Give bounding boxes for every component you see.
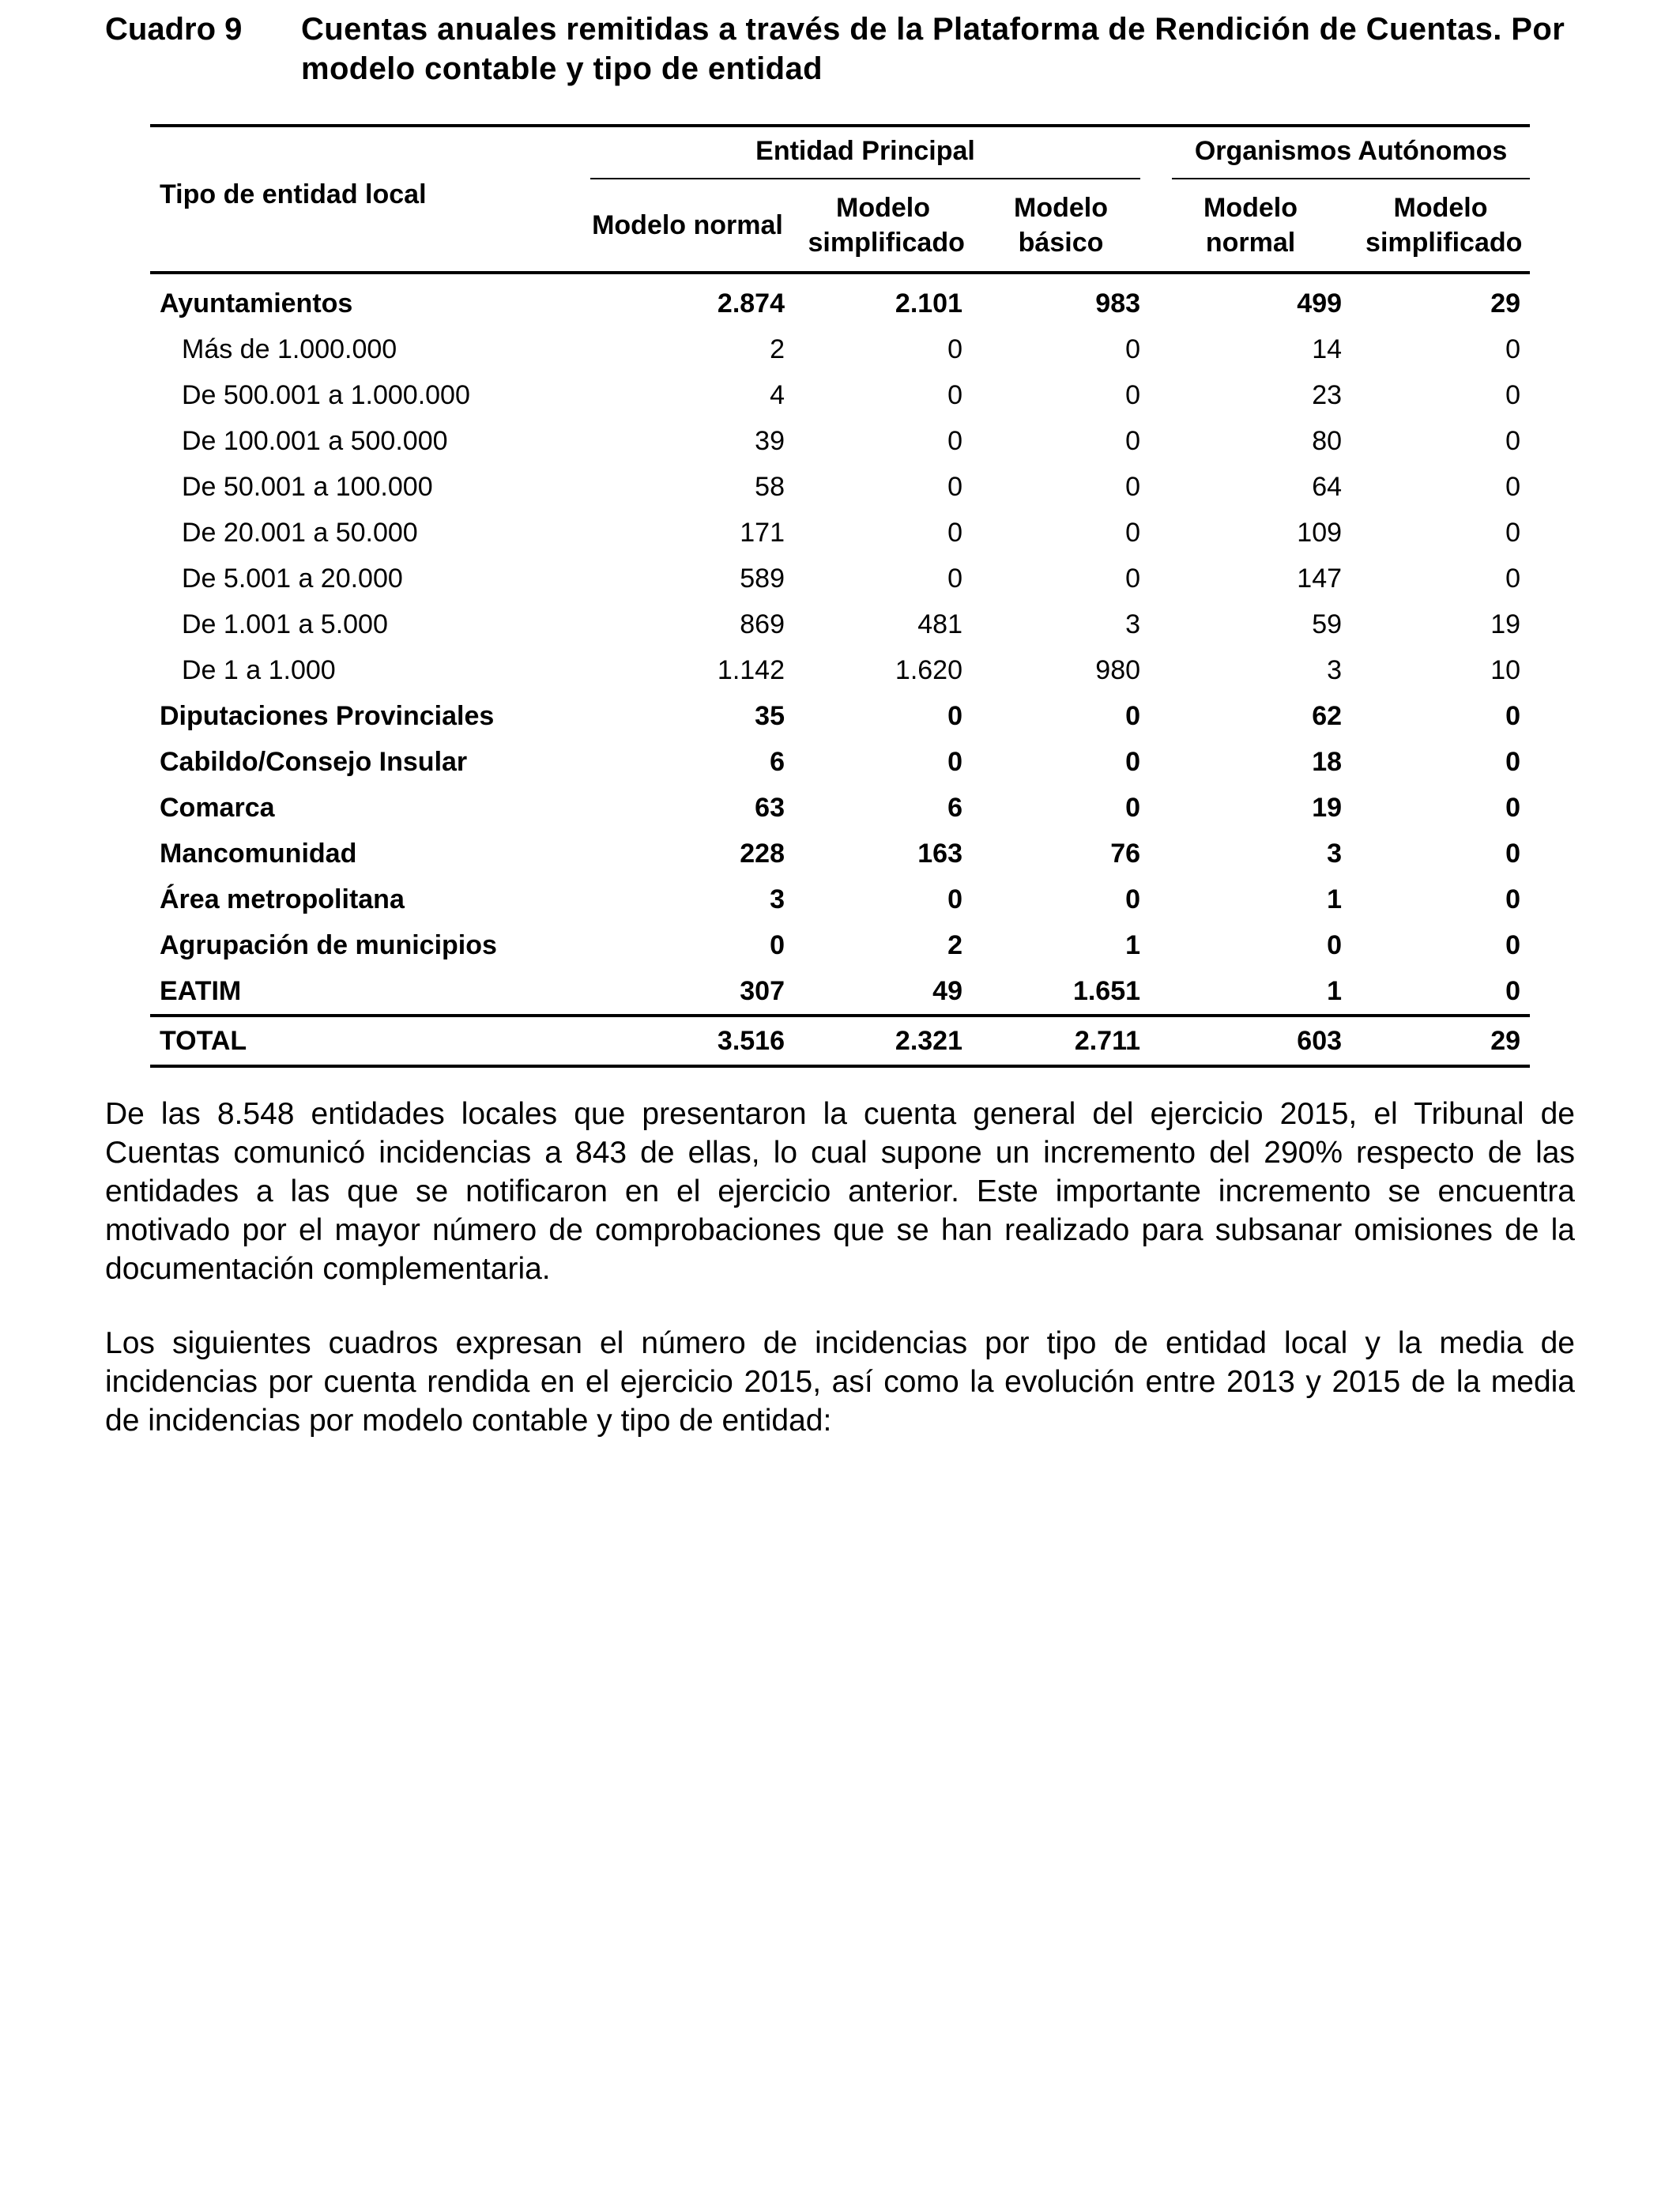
column-header-label: Modelo normal (1203, 193, 1298, 258)
table-cell: 0 (1125, 518, 1141, 548)
row-label: De 1.001 a 5.000 (182, 609, 388, 639)
table-cell: 0 (1125, 334, 1141, 364)
table-cell: 0 (1505, 564, 1521, 594)
table-cell: 29 (1490, 288, 1521, 319)
table-cell: 481 (917, 609, 962, 639)
row-label: Diputaciones Provinciales (160, 701, 495, 731)
column-header (972, 184, 1150, 273)
table-cell: 0 (1505, 839, 1521, 869)
table-cell: 0 (1505, 747, 1521, 777)
table-cell: 228 (740, 839, 785, 869)
total-cell: 603 (1150, 1016, 1351, 1066)
table-cell: 63 (755, 793, 785, 823)
body-paragraph: Los siguientes cuadros expresan el número de incidencias por tipo de entidad local y la media de incidencias por cuenta rendida en el ejercicio 2015, así como la evolución entre 2013 y 2015 de la media de incidencias por modelo contable y tipo de entidad: (105, 1326, 1575, 1438)
table-cell: 589 (740, 564, 785, 594)
table-cell: 2.874 (717, 288, 785, 319)
table-cell: 0 (1505, 426, 1521, 456)
total-cell: 2.711 (972, 1016, 1150, 1066)
column-header (1351, 184, 1530, 273)
body-paragraph: De las 8.548 entidades locales que presentaron la cuenta general del ejercicio 2015, el Tribunal de Cuentas comunicó incidencias a 843 de ellas, lo cual supone un incremento del 290% respecto de las entidades a las que se notificaron en el ejercicio anterior. Este importante incremento se encuentra motivado por el mayor número de comprobaciones que se han realizado para subsanar omisiones de la documentación complementaria. (105, 1097, 1575, 1286)
table-cell: 2 (770, 334, 785, 364)
table-cell: 0 (1505, 334, 1521, 364)
table-cell: 163 (917, 839, 962, 869)
table-cell: 0 (1505, 793, 1521, 823)
table-cell: 0 (947, 884, 962, 914)
group-header-row (150, 126, 1530, 184)
table-cell: 0 (1125, 884, 1141, 914)
table-cell: 19 (1490, 609, 1521, 639)
row-label: Más de 1.000.000 (182, 334, 397, 364)
table-cell: 23 (1312, 380, 1343, 410)
table-row (150, 464, 1530, 510)
row-label: De 5.001 a 20.000 (182, 564, 403, 594)
caption-title: Cuentas anuales remitidas a través de la Plataforma de Rendición de Cuentas. Por modelo contable y tipo de entidad (301, 12, 1565, 86)
table-cell: 0 (1505, 930, 1521, 960)
row-label: EATIM (160, 976, 242, 1006)
table-row (150, 693, 1530, 739)
table-row (150, 418, 1530, 464)
row-label: Ayuntamientos (160, 288, 353, 319)
row-label: Agrupación de municipios (160, 930, 497, 960)
table-cell: 0 (1125, 701, 1141, 731)
group-entidad-principal-label: Entidad Principal (590, 136, 1140, 179)
table-row (150, 601, 1530, 647)
table-row (150, 785, 1530, 831)
table-cell: 0 (1505, 701, 1521, 731)
table-cell: 0 (1505, 380, 1521, 410)
table-cell: 1 (1327, 884, 1343, 914)
table-row (150, 739, 1530, 785)
table-cell: 0 (947, 472, 962, 502)
table-cell: 0 (1125, 747, 1141, 777)
table-cell: 10 (1490, 655, 1521, 685)
table-cell: 0 (1505, 976, 1521, 1006)
column-header-label: Modelo simplificado (1365, 193, 1523, 258)
table-row (150, 510, 1530, 556)
table-cell: 14 (1312, 334, 1343, 364)
total-cell: 29 (1351, 1016, 1530, 1066)
table-cell: 0 (947, 426, 962, 456)
row-label: De 50.001 a 100.000 (182, 472, 433, 502)
row-header: Tipo de entidad local (150, 126, 581, 273)
caption-label: Cuadro 9 (105, 12, 243, 47)
table-row (150, 273, 1530, 326)
total-cell: 2.321 (794, 1016, 972, 1066)
table-row (150, 556, 1530, 601)
column-header (794, 184, 972, 273)
table-row (150, 922, 1530, 968)
table-cell: 0 (1125, 564, 1141, 594)
table-cell: 0 (1505, 884, 1521, 914)
accounts-table (150, 124, 1530, 1068)
table-cell: 0 (1125, 472, 1141, 502)
table-cell: 1.620 (895, 655, 962, 685)
table-cell: 147 (1297, 564, 1343, 594)
table-cell: 2 (947, 930, 962, 960)
column-header (581, 184, 794, 273)
table-cell: 3 (1125, 609, 1141, 639)
table-cell: 3 (1327, 839, 1343, 869)
table-cell: 3 (770, 884, 785, 914)
table-cell: 983 (1095, 288, 1141, 319)
table-cell: 0 (1327, 930, 1343, 960)
table-cell: 0 (1125, 380, 1141, 410)
table-cell: 59 (1312, 609, 1343, 639)
table-cell: 0 (1505, 472, 1521, 502)
accounts-table-container (150, 124, 1530, 1068)
row-label: Cabildo/Consejo Insular (160, 747, 468, 777)
table-row (150, 968, 1530, 1016)
column-header (1150, 184, 1351, 273)
column-header-label: Modelo básico (1014, 193, 1108, 258)
table-cell: 1 (1327, 976, 1343, 1006)
table-cell: 19 (1312, 793, 1343, 823)
table-cell: 6 (947, 793, 962, 823)
table-cell: 869 (740, 609, 785, 639)
table-cell: 6 (770, 747, 785, 777)
table-cell: 58 (755, 472, 785, 502)
row-label: De 100.001 a 500.000 (182, 426, 448, 456)
table-row (150, 876, 1530, 922)
row-label: Mancomunidad (160, 839, 357, 869)
table-cell: 171 (740, 518, 785, 548)
table-cell: 0 (1505, 518, 1521, 548)
row-label: Comarca (160, 793, 275, 823)
table-cell: 3 (1327, 655, 1343, 685)
row-label: De 500.001 a 1.000.000 (182, 380, 470, 410)
row-label: De 20.001 a 50.000 (182, 518, 418, 548)
table-cell: 62 (1312, 701, 1343, 731)
row-label: Área metropolitana (160, 884, 405, 914)
table-cell: 0 (947, 701, 962, 731)
table-cell: 0 (947, 747, 962, 777)
table-row (150, 647, 1530, 693)
table-row (150, 372, 1530, 418)
table-cell: 1 (1125, 930, 1141, 960)
table-cell: 0 (770, 930, 785, 960)
table-cell: 1.142 (717, 655, 785, 685)
table-cell: 0 (1125, 793, 1141, 823)
table-row (150, 831, 1530, 876)
row-label: De 1 a 1.000 (182, 655, 336, 685)
table-cell: 80 (1312, 426, 1343, 456)
table-cell: 0 (947, 334, 962, 364)
table-row (150, 326, 1530, 372)
table-cell: 0 (947, 518, 962, 548)
table-cell: 76 (1110, 839, 1141, 869)
total-label: TOTAL (150, 1016, 581, 1066)
table-cell: 109 (1297, 518, 1343, 548)
group-organismos-autonomos (1150, 126, 1530, 184)
table-cell: 980 (1095, 655, 1141, 685)
total-cell: 3.516 (581, 1016, 794, 1066)
table-cell: 0 (1125, 426, 1141, 456)
column-header-label: Modelo normal (592, 210, 783, 240)
column-header-label: Modelo simplificado (808, 193, 965, 258)
table-cell: 1.651 (1072, 976, 1141, 1006)
table-cell: 0 (947, 380, 962, 410)
table-cell: 35 (755, 701, 785, 731)
table-cell: 64 (1312, 472, 1343, 502)
table-cell: 18 (1312, 747, 1343, 777)
group-entidad-principal (581, 126, 1150, 184)
table-cell: 0 (947, 564, 962, 594)
table-cell: 39 (755, 426, 785, 456)
table-cell: 49 (932, 976, 962, 1006)
table-cell: 2.101 (895, 288, 962, 319)
table-cell: 4 (770, 380, 785, 410)
group-organismos-autonomos-label: Organismos Autónomos (1172, 136, 1530, 179)
table-cell: 307 (740, 976, 785, 1006)
total-row (150, 1016, 1530, 1066)
table-cell: 499 (1297, 288, 1343, 319)
